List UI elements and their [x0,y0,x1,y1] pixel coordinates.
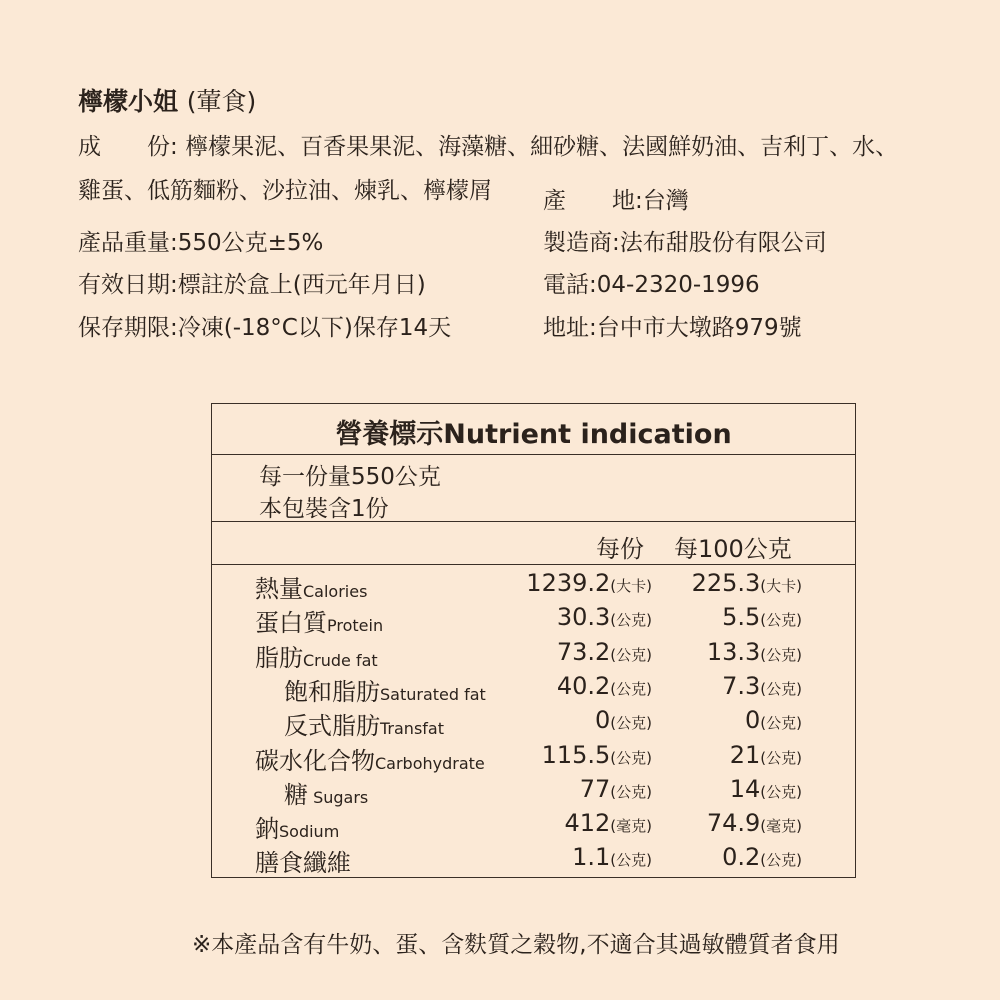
nutrient-unit: (公克) [760,645,802,664]
nutrient-name-en: Calories [303,582,368,601]
nutrient-row [212,843,855,877]
nutrient-unit: (公克) [610,851,652,870]
expiry-text: 有效日期:標註於盒上(西元年月日) [78,272,426,298]
nutrient-value-per-serving [482,706,652,734]
nutrient-value-per-100g [632,603,802,631]
nutrient-value-per-serving [482,603,652,631]
nutrient-name-zh: 膳食纖維 [255,849,351,878]
product-diet-note: (葷食) [186,87,257,116]
nutrient-name [255,603,383,638]
servings-per-pack: 本包裝含1份 [259,496,389,522]
nutrient-name-en: Crude fat [303,650,378,670]
nutrient-unit: (公克) [760,851,802,870]
nutrient-name [255,741,485,776]
nutrient-name [284,775,368,810]
serving-size: 每一份量550公克 [259,464,441,490]
nutrient-name-en: Protein [327,616,384,636]
nutrient-amount: 40.2 [556,671,611,700]
nutrient-unit: (公克) [760,679,802,698]
nutrient-unit: (公克) [610,645,652,664]
allergen-notice: ※本產品含有牛奶、蛋、含麩質之穀物,不適合其過敏體質者食用 [192,932,840,958]
col-per-100g: 每100公克 [674,535,792,563]
nutrient-name [255,843,351,878]
weight-text: 產品重量:550公克±5% [78,230,324,256]
nutrient-unit: (公克) [610,679,652,698]
ingredients-line-2: 雞蛋、低筋麵粉、沙拉油、煉乳、檸檬屑 [78,178,492,204]
nutrient-value-per-serving [482,809,652,837]
nutrient-row [212,775,855,809]
nutrient-value-per-100g [632,843,802,871]
nutrient-unit: (大卡) [610,577,652,595]
nutrient-name [284,706,444,741]
nutrient-value-per-100g [632,809,802,837]
nutrient-value-per-100g [632,741,802,769]
nutrient-name [255,569,367,604]
nutrient-amount: 115.5 [541,740,611,769]
nutrient-row [212,569,855,603]
product-name: 檸檬小姐 [78,87,179,116]
manufacturer-text: 製造商:法布甜股份有限公司 [543,230,827,256]
nutrient-unit: (公克) [760,748,802,767]
nutrient-amount: 0.2 [722,843,761,872]
origin-text: 產 地:台灣 [543,188,689,214]
nutrient-name-zh: 糖 [284,780,308,809]
nutrient-unit: (公克) [610,611,652,630]
nutrient-row [212,809,855,843]
nutrient-name-en: Sugars [308,787,369,807]
ingredients-label: 成 份: [78,134,178,160]
nutrient-unit: (公克) [610,782,652,801]
nutrient-name [284,672,486,707]
nutrient-amount: 13.3 [706,637,761,666]
nutrient-unit: (公克) [760,611,802,630]
nutrient-value-per-serving [482,638,652,666]
nutrient-name-zh: 熱量 [255,575,303,603]
nutrient-unit: (毫克) [610,817,652,836]
nutrient-value-per-serving [482,569,652,597]
address-text: 地址:台中市大墩路979號 [543,315,802,341]
nutrient-amount: 30.3 [556,603,611,632]
nutrient-amount: 1239.2 [526,569,611,597]
nutrient-name-en: Sodium [279,822,340,842]
nutrient-amount: 21 [729,740,761,769]
nutrient-amount: 5.5 [722,603,761,632]
nutrition-divider [212,454,855,455]
nutrient-unit: (大卡) [760,577,802,595]
nutrient-name-zh: 碳水化合物 [255,746,375,775]
nutrient-row [212,638,855,672]
phone-text: 電話:04-2320-1996 [543,272,760,298]
nutrient-amount: 1.1 [572,843,611,872]
nutrient-unit: (公克) [760,714,802,733]
product-title [78,82,256,118]
nutrient-value-per-serving [482,775,652,803]
nutrient-unit: (公克) [760,782,802,801]
nutrient-value-per-serving [482,843,652,871]
nutrient-name-zh: 蛋白質 [255,609,327,638]
nutrient-amount: 14 [729,774,761,803]
nutrient-unit: (公克) [610,714,652,733]
nutrient-value-per-100g [632,775,802,803]
nutrient-value-per-100g [632,706,802,734]
nutrition-divider [212,564,855,565]
nutrient-name-zh: 飽和脂肪 [284,677,380,706]
nutrient-amount: 7.3 [722,671,761,700]
ingredients-text-1: 檸檬果泥、百香果果泥、海藻糖、細砂糖、法國鮮奶油、吉利丁、水、 [185,134,899,160]
nutrient-amount: 73.2 [556,637,611,666]
nutrient-row [212,706,855,740]
nutrient-value-per-serving [482,741,652,769]
nutrient-name [255,638,378,673]
nutrient-amount: 74.9 [706,809,761,838]
nutrient-row [212,672,855,706]
nutrient-unit: (公克) [610,748,652,767]
nutrient-amount: 225.3 [691,569,761,597]
nutrient-amount: 0 [595,706,611,735]
nutrient-unit: (毫克) [760,817,802,836]
storage-text: 保存期限:冷凍(-18°C以下)保存14天 [78,315,452,341]
nutrient-name-zh: 脂肪 [255,643,303,672]
nutrient-amount: 0 [745,706,761,735]
nutrient-row [212,603,855,637]
ingredients-line-1 [78,132,898,162]
nutrient-amount: 412 [564,809,611,838]
nutrient-value-per-100g [632,672,802,700]
nutrition-label-box [211,403,856,878]
nutrition-divider [212,521,855,522]
nutrient-name-zh: 鈉 [255,815,279,844]
nutrient-value-per-100g [632,638,802,666]
nutrient-amount: 77 [579,774,611,803]
nutrient-value-per-100g [632,569,802,597]
nutrient-name-zh: 反式脂肪 [284,712,380,741]
nutrient-name-en: Saturated fat [380,684,486,704]
col-per-serving: 每份 [596,535,644,563]
nutrient-name-en: Transfat [380,719,444,739]
nutrient-value-per-serving [482,672,652,700]
nutrient-name [255,809,339,844]
nutrient-row [212,741,855,775]
nutrition-title: 營養標示Nutrient indication [335,419,732,450]
nutrient-name-en: Carbohydrate [375,753,485,773]
